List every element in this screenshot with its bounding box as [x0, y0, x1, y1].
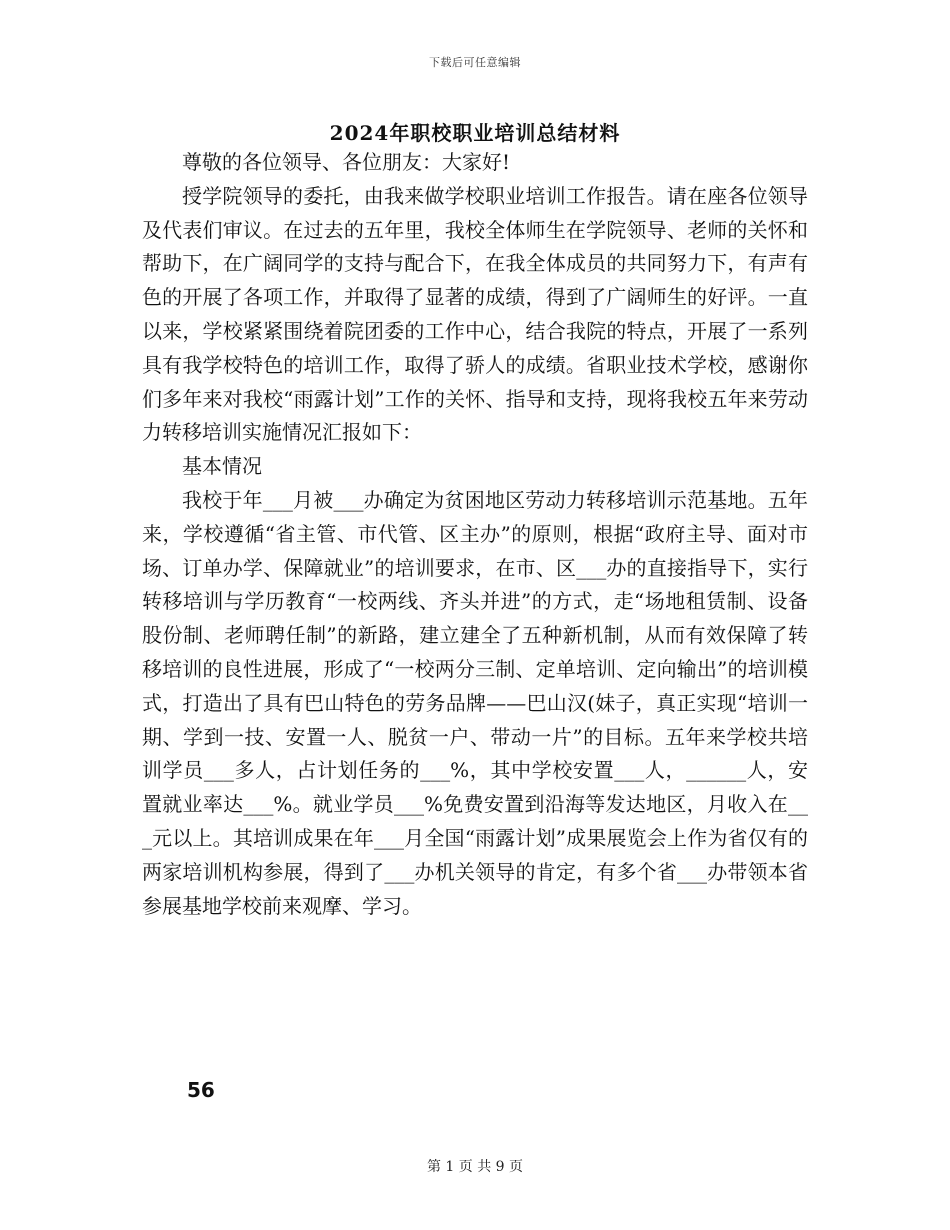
header-note: 下载后可任意编辑 — [429, 56, 521, 69]
section-heading: 基本情况 — [182, 454, 262, 479]
document-title: 2024年职校职业培训总结材料 — [329, 121, 621, 145]
greeting-paragraph: 尊敬的各位领导、各位朋友：大家好! — [182, 150, 511, 174]
document-body — [142, 146, 808, 923]
footer-page-indicator: 第 1 页 共 9 页 — [426, 1159, 524, 1175]
intro-paragraph: 授学院领导的委托，由我来做学校职业培训工作报告。请在座各位领导及代表们审议。在过去的五年里，我校全体师生在学院领导、老师的关怀和帮助下，在广阔同学的支持与配合下，在我全体成员的共同努力下，有声有色的开展了各项工作，并取得了显著的成绩，得到了广阔师生的好评。一直以来，学校紧紧围绕着院团委的工作中心，结合我院的特点，开展了一系列具有我学校特色的培训工作，取得了骄人的成绩。省职业技术学校，感谢你们多年来对我校“雨露计划”工作的关怀、指导和支持，现将我校五年来劳动力转移培训实施情况汇报如下： — [142, 183, 808, 445]
basic-situation-paragraph: 我校于年___月被___办确定为贫困地区劳动力转移培训示范基地。五年来，学校遵循“省主管、市代管、区主办”的原则，根据“政府主导、面对市场、订单办学、保障就业”的培训要求，在市、区___办的直接指导下，实行转移培训与学历教育“一校两线、齐头并进”的方式，走“场地租赁制、设备股份制、老师聘任制”的新路，建立建全了五种新机制，从而有效保障了转移培训的良性进展，形成了“一校两分三制、定单培训、定向输出”的培训模式，打造出了具有巴山特色的劳务品牌——巴山汉(妹子，真正实现“培训一期、学到一技、安置一人、脱贫一户、带动一片”的目标。五年来学校共培训学员___多人，占计划任务的___%，其中学校安置___人，______人，安置就业率达___%。就业学员___%免费安置到沿海等发达地区，月收入在___元以上。其培训成果在年___月全国“雨露计划”成果展览会上作为省仅有的两家培训机构参展，得到了___办机关领导的肯定，有多个省___办带领本省参展基地学校前来观摩、学习。 — [142, 487, 808, 918]
page-number-text: 56 — [187, 1078, 215, 1102]
